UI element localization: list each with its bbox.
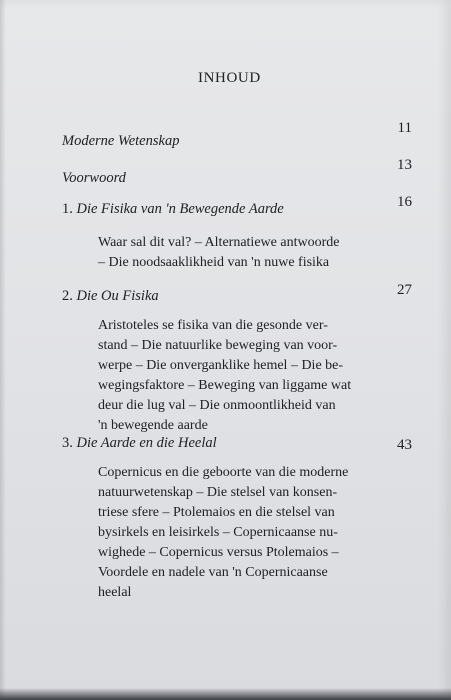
summary-line: 'n bewegende aarde [98,418,208,433]
page-edge-shadow [0,0,6,700]
summary-line: deur die lug val – Die onmoontlikheid van [98,398,336,413]
chapter-summary [98,463,398,603]
toc-entry-page: 13 [397,157,412,173]
summary-line: Aristoteles se fisika van die gesonde ver- [98,318,328,333]
chapter-title-text: Die Ou Fisika [76,288,159,304]
toc-chapter-title [62,435,217,452]
chapter-summary [98,316,398,436]
summary-line: heelal [98,585,132,600]
summary-line: Voordele en nadele van 'n Copernicaanse [98,565,328,580]
chapter-title-text: Die Aarde en die Heelal [76,435,217,451]
summary-line: werpe – Die onverganklike hemel – Die be- [98,358,344,373]
toc-entry-page: 11 [397,120,412,136]
toc-chapter-page: 27 [397,282,412,298]
summary-line: Waar sal dit val? – Alternatiewe antwoorde [98,235,340,250]
toc-entry-title [62,133,179,150]
summary-line: wegingsfaktore – Beweging van liggame wat [98,378,352,393]
summary-line: wighede – Copernicus versus Ptolemaios – [98,545,339,560]
toc-entry-title-text: Voorwoord [62,170,126,186]
chapter-summary [98,233,398,273]
summary-line: Copernicus en die geboorte van die moderne [98,465,349,480]
summary-line: bysirkels en leisirkels – Copernicaanse nu- [98,525,338,540]
toc-chapter-title [62,201,284,218]
toc-entry-title-text: Moderne Wetenskap [62,133,180,149]
summary-line: stand – Die natuurlike beweging van voor- [98,338,338,353]
chapter-number: 2. [62,288,73,304]
toc-chapter-page: 16 [397,194,412,210]
toc-entry-title [62,170,126,187]
summary-line: natuurwetenskap – Die stelsel van konsen- [98,485,338,500]
chapter-title-text: Die Fisika van 'n Bewegende Aarde [76,201,284,217]
toc-chapter-page: 43 [397,437,412,453]
toc-heading: INHOUD [198,70,261,86]
summary-line: triese sfere – Ptolemaios en die stelsel van [98,505,335,520]
chapter-number: 1. [62,201,73,217]
chapter-number: 3. [62,435,73,451]
summary-line: – Die noodsaaklikheid van 'n nuwe fisika [98,255,330,270]
toc-chapter-title [62,288,159,305]
background-surface [0,688,451,700]
